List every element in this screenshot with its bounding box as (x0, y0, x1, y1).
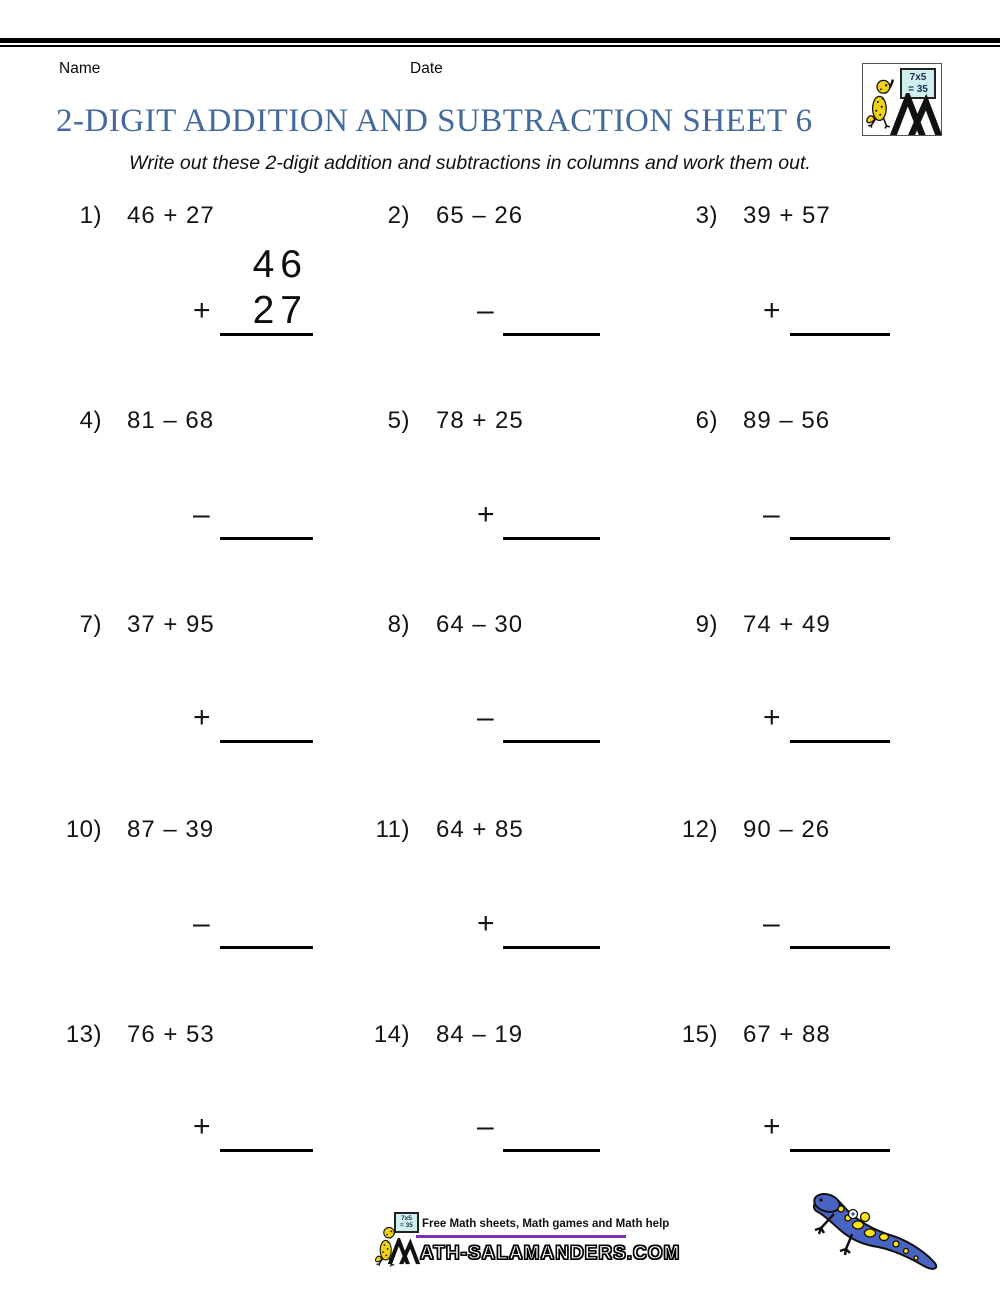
operator-sign: – (193, 498, 210, 531)
brand-rest-text: ATH-SALAMANDERS.COM (420, 1243, 681, 1264)
problem-number: 15) (681, 1021, 718, 1048)
problem-expression: 81 – 68 (127, 407, 215, 434)
problem-number: 3) (695, 202, 718, 229)
problem-expression: 37 + 95 (127, 611, 215, 638)
answer-line (503, 946, 600, 949)
problem-expression: 39 + 57 (743, 202, 831, 229)
problem-number: 9) (695, 611, 718, 638)
operator-sign: – (193, 907, 210, 940)
problem-expression: 64 + 85 (436, 816, 524, 843)
problem-expression: 67 + 88 (743, 1021, 831, 1048)
answer-line (790, 946, 890, 949)
answer-line (220, 946, 313, 949)
date-label: Date (410, 60, 443, 77)
answer-line (220, 333, 313, 336)
problem-number: 6) (695, 407, 718, 434)
problem-expression: 90 – 26 (743, 816, 831, 843)
name-label: Name (59, 60, 101, 77)
worksheet-logo (862, 63, 942, 136)
operator-sign: – (763, 907, 780, 940)
operator-sign: – (477, 294, 494, 327)
operator-sign: + (193, 701, 211, 734)
operator-sign: – (477, 701, 494, 734)
problem-expression: 74 + 49 (743, 611, 831, 638)
operator-sign: + (477, 498, 495, 531)
problem-number: 2) (387, 202, 410, 229)
brand-text (388, 1237, 680, 1265)
operator-sign: + (193, 1110, 211, 1143)
problem-expression: 89 – 56 (743, 407, 831, 434)
operator-sign: + (763, 294, 781, 327)
problem-expression: 87 – 39 (127, 816, 215, 843)
problem-expression: 84 – 19 (436, 1021, 524, 1048)
problem-number: 11) (375, 816, 410, 843)
operator-sign: + (763, 1110, 781, 1143)
answer-line (790, 333, 890, 336)
footer-tagline: Free Math sheets, Math games and Math help (422, 1218, 670, 1230)
answer-line (790, 740, 890, 743)
problem-number: 5) (387, 407, 410, 434)
answer-line (503, 537, 600, 540)
instruction-text: Write out these 2-digit addition and subtractions in columns and work them out. (129, 152, 811, 174)
problem-number: 1) (79, 202, 102, 229)
problem-number: 8) (387, 611, 410, 638)
problem-number: 13) (65, 1021, 102, 1048)
answer-line (220, 740, 313, 743)
footer-logo (372, 1210, 681, 1274)
math-board: 7x5 = 35 (394, 1212, 419, 1233)
problem-expression: 76 + 53 (127, 1021, 215, 1048)
operator-sign: – (477, 1110, 494, 1143)
logo-m-icon (890, 93, 942, 135)
answer-line (503, 333, 600, 336)
answer-line (503, 740, 600, 743)
answer-line (503, 1149, 600, 1152)
operator-sign: + (193, 294, 211, 327)
problem-number: 4) (79, 407, 102, 434)
math-board: 7x5 = 35 (900, 68, 936, 99)
problem-expression: 65 – 26 (436, 202, 524, 229)
answer-line (220, 1149, 313, 1152)
worked-addend-top: 46 (252, 243, 308, 286)
worked-addend-bottom: 27 (252, 289, 308, 332)
problem-number: 10) (65, 816, 102, 843)
answer-line (790, 537, 890, 540)
problem-number: 12) (681, 816, 718, 843)
operator-sign: + (763, 701, 781, 734)
top-border-rule (0, 38, 1000, 47)
blue-salamander-image (806, 1181, 951, 1276)
problem-expression: 78 + 25 (436, 407, 524, 434)
answer-line (220, 537, 313, 540)
answer-line (790, 1149, 890, 1152)
problem-expression: 46 + 27 (127, 202, 215, 229)
problem-number: 14) (373, 1021, 410, 1048)
operator-sign: + (477, 907, 495, 940)
brand-m-icon (388, 1237, 420, 1265)
operator-sign: – (763, 498, 780, 531)
problem-number: 7) (79, 611, 102, 638)
problem-expression: 64 – 30 (436, 611, 524, 638)
page-title: 2-DIGIT ADDITION AND SUBTRACTION SHEET 6 (56, 103, 813, 139)
